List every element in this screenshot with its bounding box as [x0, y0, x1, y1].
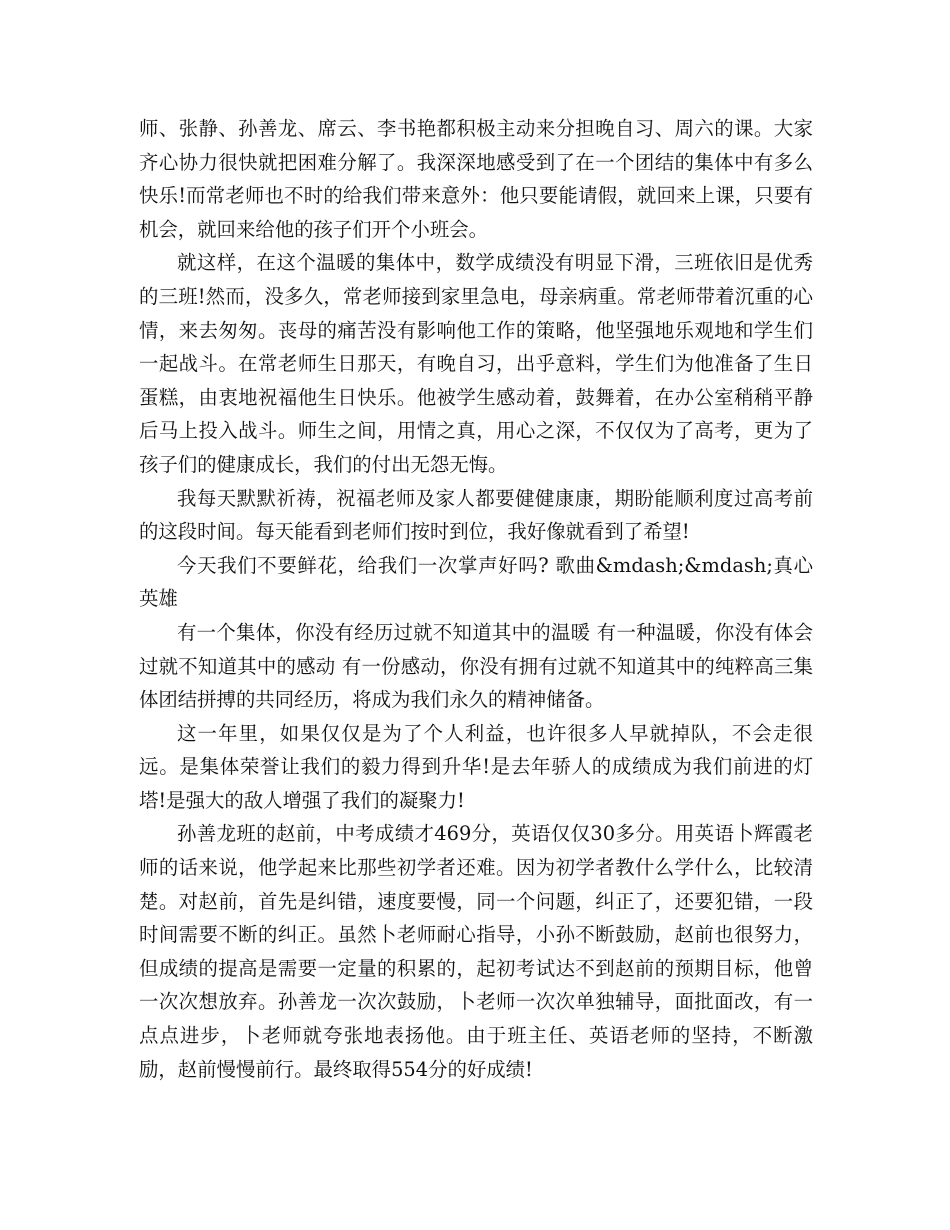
document-body [139, 112, 813, 1086]
paragraph-3: 我每天默默祈祷，祝福老师及家人都要健健康康，期盼能顺利度过高考前的这段时间。每天能看到老师们按时到位，我好像就看到了希望! [139, 486, 813, 544]
paragraph-5: 有一个集体，你没有经历过就不知道其中的温暖 有一种温暖，你没有体会过就不知道其中的感动 有一份感动，你没有拥有过就不知道其中的纯粹高三集体团结拼搏的共同经历，将成为我们永久的精神储备。 [139, 620, 813, 712]
paragraph-1: 师、张静、孙善龙、席云、李书艳都积极主动来分担晚自习、周六的课。大家齐心协力很快就把困难分解了。我深深地感受到了在一个团结的集体中有多么快乐!而常老师也不时的给我们带来意外：他只要能请假，就回来上课，只要有机会，就回来给他的孩子们开个小班会。 [139, 117, 813, 241]
paragraph-2: 就这样，在这个温暖的集体中，数学成绩没有明显下滑，三班依旧是优秀的三班!然而，没多久，常老师接到家里急电，母亲病重。常老师带着沉重的心情，来去匆匆。丧母的痛苦没有影响他工作的策略，他坚强地乐观地和学生们一起战斗。在常老师生日那天，有晚自习，出乎意料，学生们为他准备了生日蛋糕，由衷地祝福他生日快乐。他被学生感动着，鼓舞着，在办公室稍稍平静后马上投入战斗。师生之间，用情之真，用心之深，不仅仅为了高考，更为了孩子们的健康成长，我们的付出无怨无悔。 [139, 251, 813, 476]
paragraph-4: 今天我们不要鲜花，给我们一次掌声好吗? 歌曲&mdash;&mdash;真心英雄 [139, 553, 813, 611]
paragraph-6: 这一年里，如果仅仅是为了个人利益，也许很多人早就掉队，不会走很远。是集体荣誉让我们的毅力得到升华!是去年骄人的成绩成为我们前进的灯塔!是强大的敌人增强了我们的凝聚力! [139, 721, 813, 812]
paragraph-7: 孙善龙班的赵前，中考成绩才469分，英语仅仅30多分。用英语卜辉霞老师的话来说，他学起来比那些初学者还难。因为初学者教什么学什么，比较清楚。对赵前，首先是纠错，速度要慢，同一个问题，纠正了，还要犯错，一段时间需要不断的纠正。虽然卜老师耐心指导，小孙不断鼓励，赵前也很努力，但成绩的提高是需要一定量的积累的，起初考试达不到赵前的预期目标，他曾一次次想放弃。孙善龙一次次鼓励，卜老师一次次单独辅导，面批面改，有一点点进步，卜老师就夸张地表扬他。由于班主任、英语老师的坚持，不断激励，赵前慢慢前行。最终取得554分的好成绩! [139, 822, 813, 1081]
